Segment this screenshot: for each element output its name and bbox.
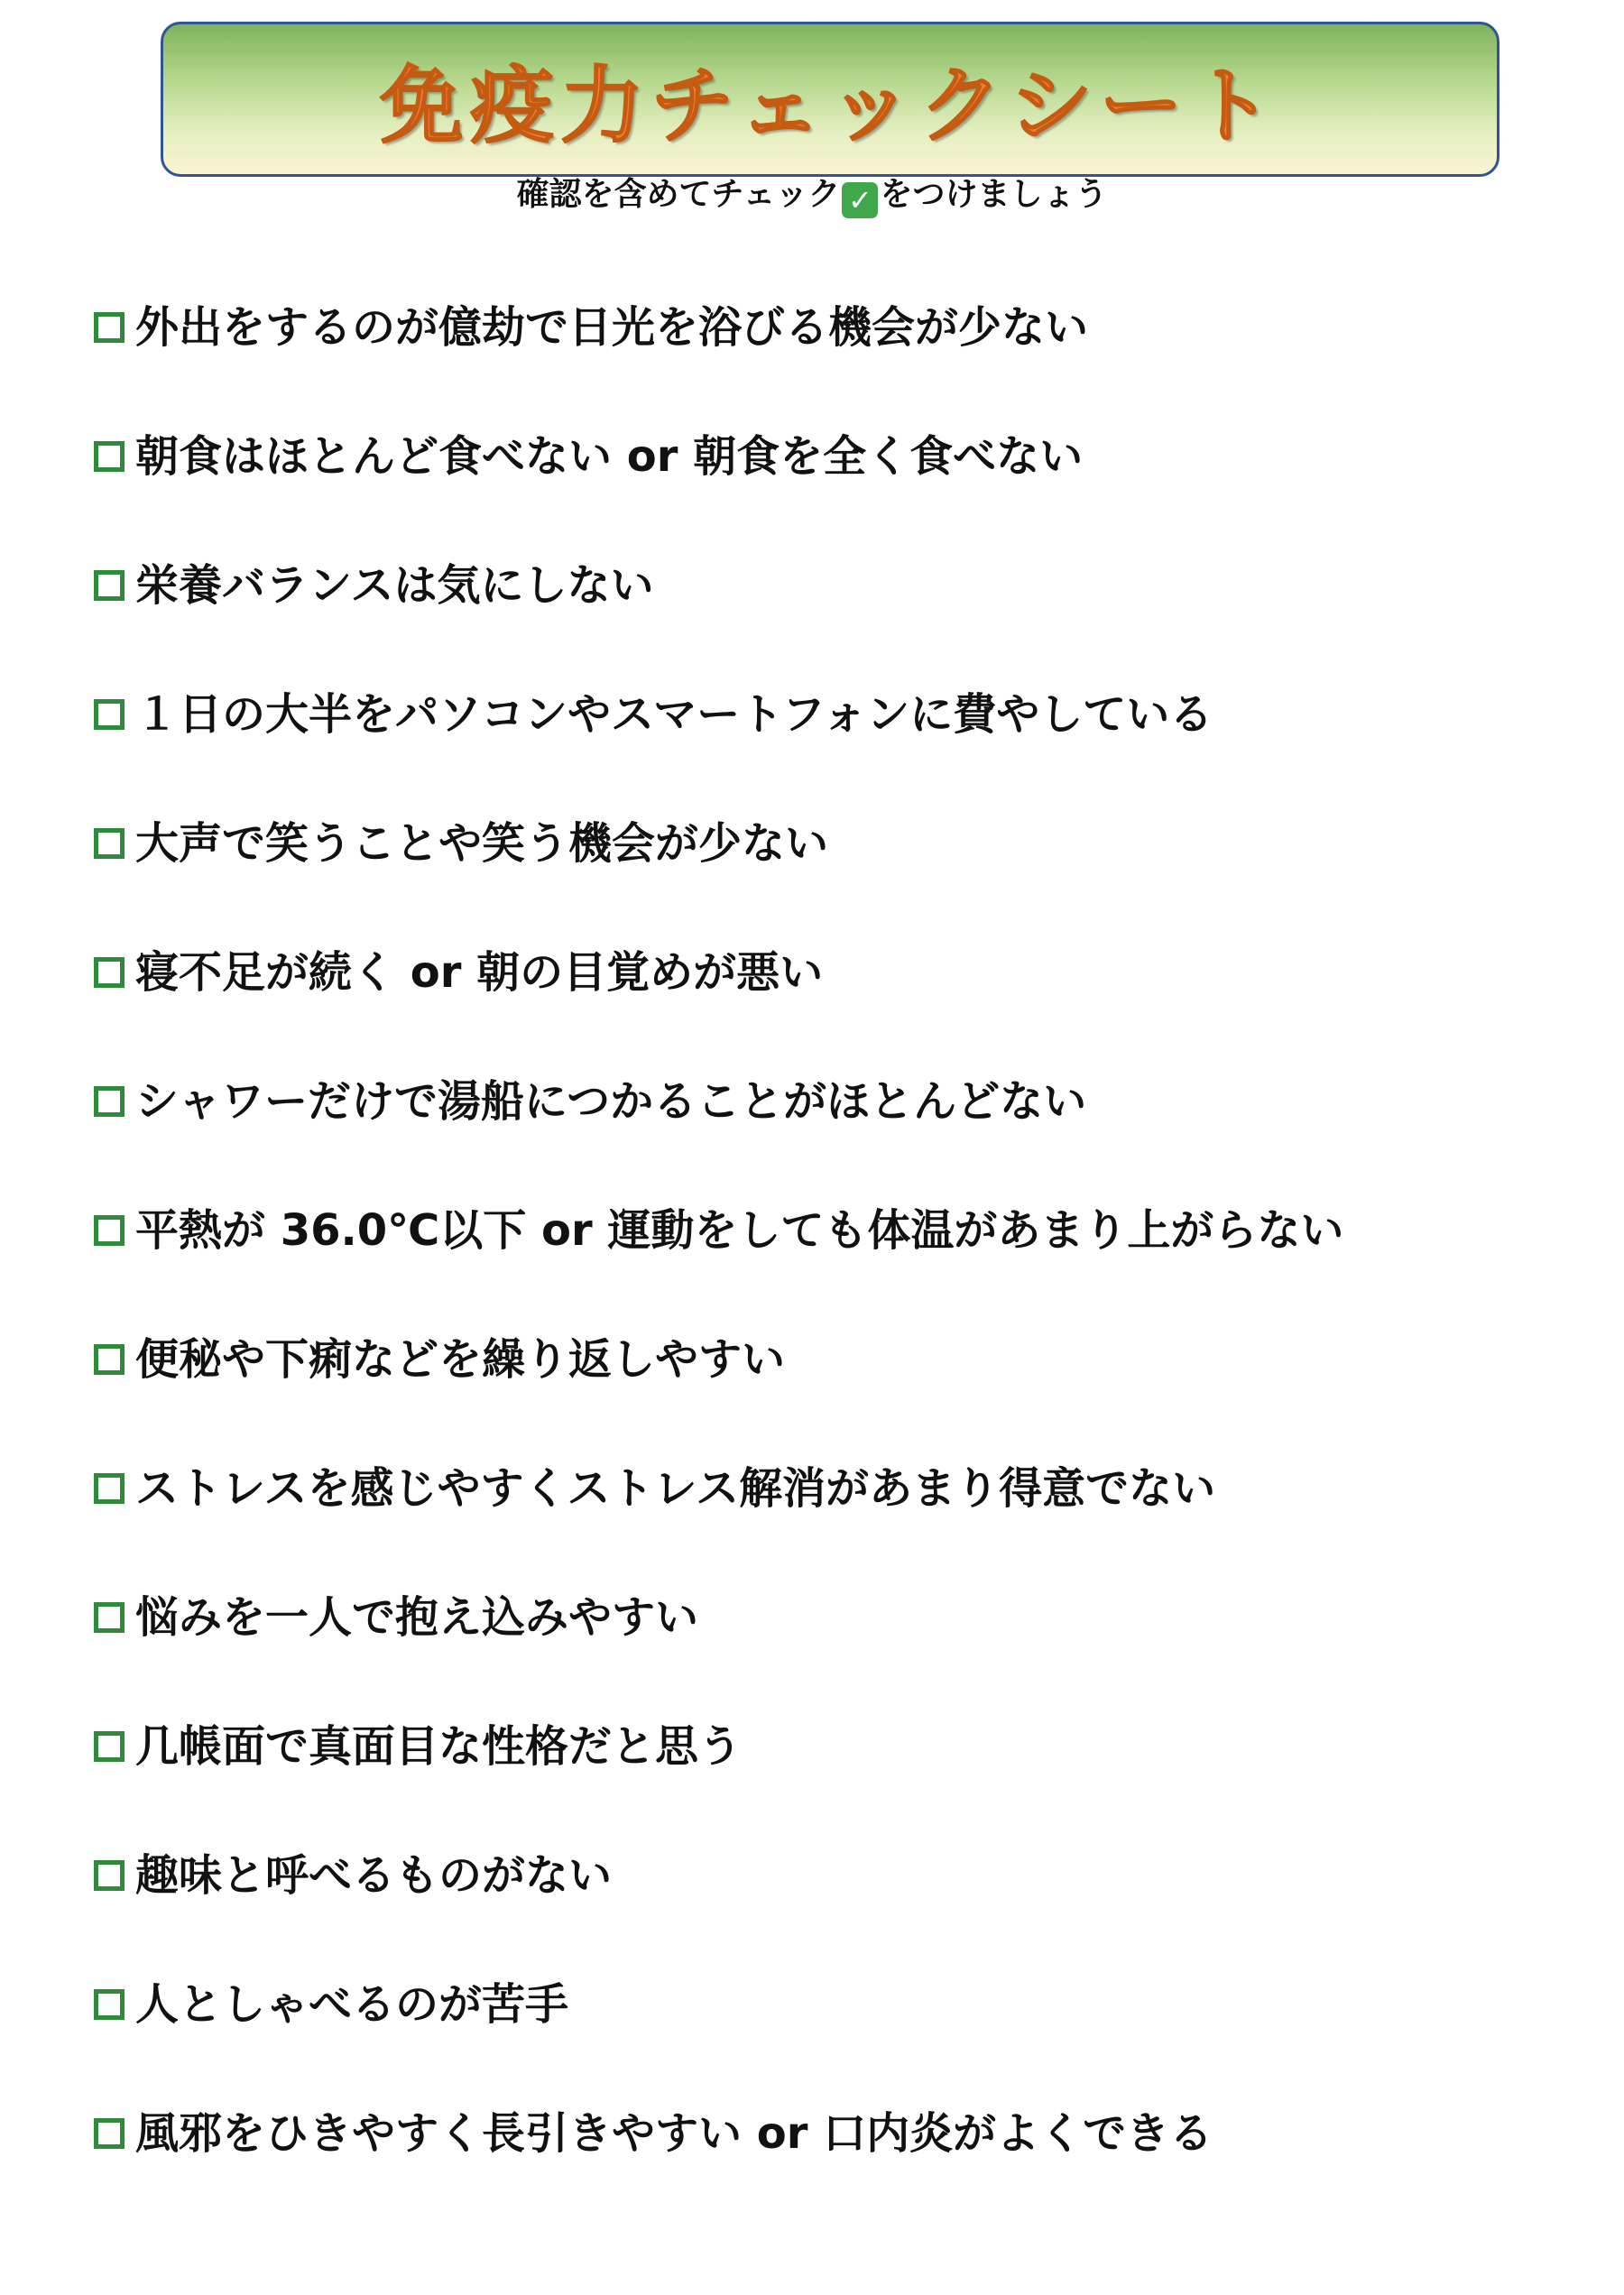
checklist-item-text: 人としゃべるのが苦手 — [135, 1979, 569, 2030]
checkbox[interactable] — [94, 1860, 125, 1891]
checklist-item — [94, 1586, 1573, 1715]
checkbox[interactable] — [94, 1731, 125, 1762]
page-title: 免疫力チェックシート — [380, 58, 1280, 154]
checklist-item — [94, 1328, 1573, 1457]
checklist-item-text: 便秘や下痢などを繰り返しやすい — [135, 1334, 786, 1385]
checklist-item — [94, 296, 1573, 425]
subtitle-text-before: 確認を含めてチェック — [516, 176, 841, 213]
checklist-item-text: 栄養バランスは気にしない — [135, 560, 654, 611]
checkbox[interactable] — [94, 1473, 125, 1504]
checklist-item-text: 趣味と呼べるものがない — [135, 1850, 613, 1901]
checklist-item-text: 悩みを一人で抱え込みやすい — [135, 1592, 699, 1643]
checkbox[interactable] — [94, 570, 125, 601]
checklist-item-text: ストレスを感じやすくストレス解消があまり得意でない — [135, 1463, 1216, 1514]
checkbox[interactable] — [94, 2118, 125, 2149]
checklist-item — [94, 941, 1573, 1070]
checkbox[interactable] — [94, 312, 125, 343]
checklist — [94, 296, 1573, 2231]
checklist-item-text: 几帳面で真面目な性格だと思う — [135, 1721, 743, 1772]
checklist-item-text: 朝食はほとんど食べない or 朝食を全く食べない — [135, 431, 1084, 482]
checklist-item — [94, 2102, 1573, 2231]
checklist-item — [94, 1715, 1573, 1844]
checklist-item-text: 大声で笑うことや笑う機会が少ない — [135, 818, 829, 869]
checkbox[interactable] — [94, 1602, 125, 1633]
checklist-item — [94, 812, 1573, 941]
checkbox[interactable] — [94, 699, 125, 730]
title-banner — [161, 22, 1499, 177]
checklist-item — [94, 1070, 1573, 1199]
checklist-item-text: シャワーだけで湯船につかることがほとんどない — [135, 1076, 1087, 1127]
checkbox[interactable] — [94, 441, 125, 472]
checkbox[interactable] — [94, 828, 125, 859]
checklist-item-text: 平熱が 36.0℃以下 or 運動をしても体温があまり上がらない — [135, 1205, 1344, 1256]
checklist-item — [94, 1844, 1573, 1973]
checkbox[interactable] — [94, 1215, 125, 1246]
checklist-item-text: １日の大半をパソコンやスマートフォンに費やしている — [135, 689, 1213, 740]
subtitle — [0, 173, 1624, 218]
checkbox[interactable] — [94, 1989, 125, 2020]
subtitle-text-after: をつけましょう — [880, 176, 1108, 213]
checklist-item — [94, 1973, 1573, 2102]
checklist-item — [94, 683, 1573, 812]
checkbox[interactable] — [94, 957, 125, 988]
checklist-item — [94, 1199, 1573, 1328]
checklist-item — [94, 554, 1573, 683]
checklist-item — [94, 1457, 1573, 1586]
checklist-item-text: 風邪をひきやすく長引きやすい or 口内炎がよくできる — [135, 2108, 1213, 2159]
checklist-item-text: 外出をするのが億劫で日光を浴びる機会が少ない — [135, 302, 1089, 353]
checkbox[interactable] — [94, 1086, 125, 1117]
checklist-item-text: 寝不足が続く or 朝の目覚めが悪い — [135, 947, 824, 998]
checklist-item — [94, 425, 1573, 554]
check-mark-icon: ✓ — [842, 182, 878, 218]
checkbox[interactable] — [94, 1344, 125, 1375]
